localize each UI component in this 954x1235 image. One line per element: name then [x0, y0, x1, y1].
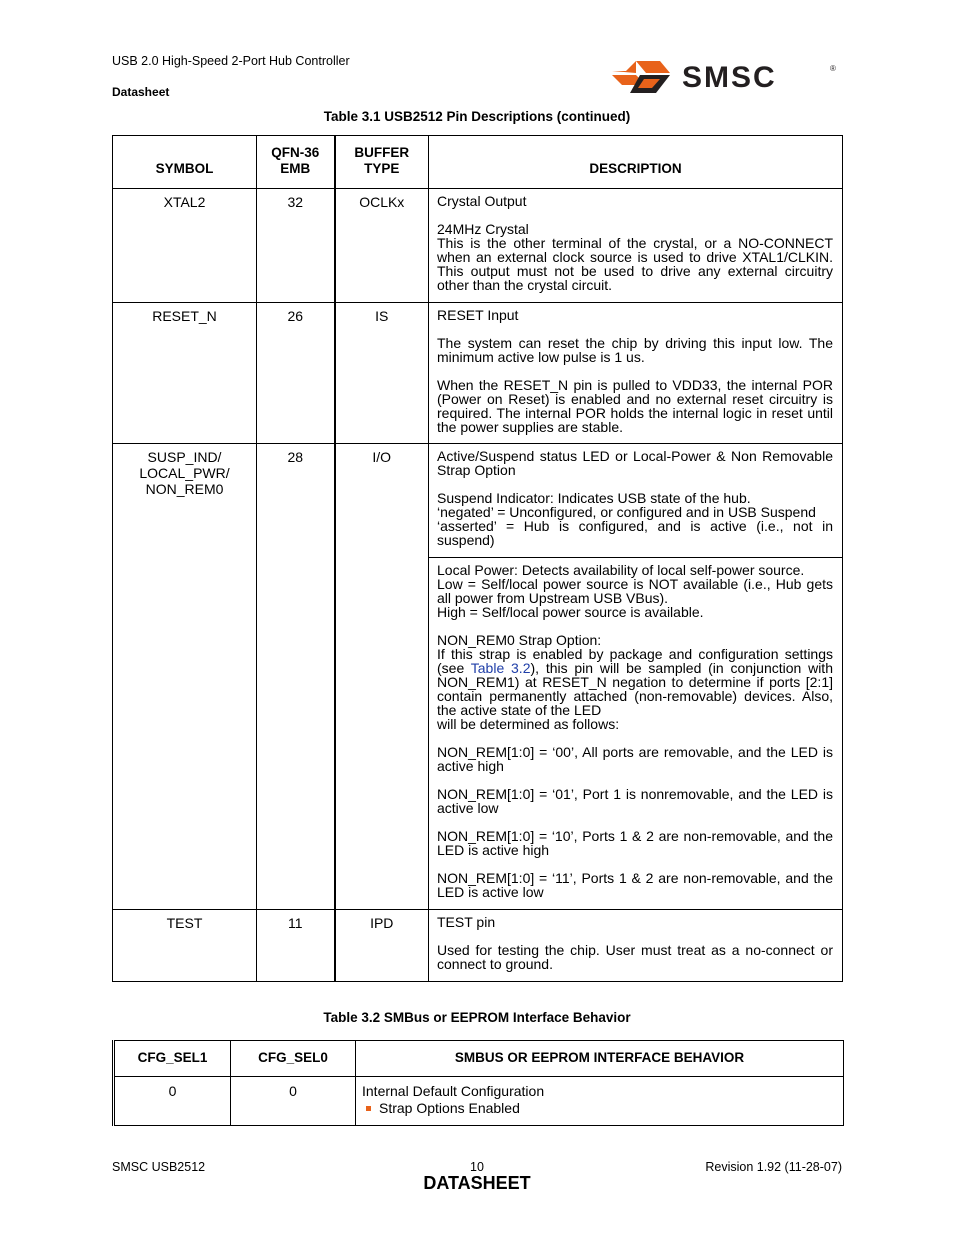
cell-symbol: TEST: [113, 910, 257, 982]
table-header-row: [113, 136, 843, 189]
footer-datasheet-label: DATASHEET: [423, 1173, 531, 1193]
col-header-behavior: SMBUS OR EEPROM INTERFACE BEHAVIOR: [356, 1041, 844, 1077]
footer-product: SMSC USB2512: [112, 1160, 206, 1174]
logo-mark-icon: [612, 61, 670, 93]
table-row: [113, 910, 843, 982]
document-title: USB 2.0 High-Speed 2-Port Hub Controller: [112, 54, 350, 68]
smsc-logo: [610, 55, 842, 99]
cell-symbol: XTAL2: [113, 189, 257, 303]
table-row: [113, 303, 843, 444]
cell-description: Local Power: Detects availability of local self-power source. Low = Self/local power source is NOT available (i.e., Hub gets all power from Upstream USB VBus). High = Self/local power source is available. NON_REM0 Strap Option: If this strap is enabled by package and configuration settings (see Table 3.2), this pin will be sampled (in conjunction with NON_REM1) at RESET_N negation to determine if ports [2:1] contain permanently attached (non-removable) devices. Also, the active state of the LED will be determined as follows: NON_REM[1:0] = ‘00’, All ports are removable, and the LED is active high NON_REM[1:0] = ‘01’, Port 1 is nonremovable, and the LED is active low NON_REM[1:0] = ‘10’, Ports 1 & 2 are non-removable, and the LED is active high NON_REM[1:0] = ‘11’, Ports 1 & 2 are non-removable, and the LED is active low: [429, 558, 843, 910]
document-type: Datasheet: [112, 85, 170, 99]
cell-cfg-sel0: 0: [231, 1077, 356, 1126]
cell-description: TEST pin Used for testing the chip. User must treat as a no-connect or connect to ground.: [429, 910, 843, 982]
table-row: [113, 189, 843, 303]
cell-behavior: Internal Default Configuration Strap Options Enabled: [356, 1077, 844, 1126]
bullet-icon: [366, 1106, 371, 1111]
col-header-buffer-type: BUFFER TYPE: [335, 136, 429, 189]
cell-buffer: I/O: [335, 444, 429, 910]
col-header-cfg-sel0: CFG_SEL0: [231, 1041, 356, 1077]
cell-qfn: 28: [257, 444, 335, 910]
page-number: 10: [470, 1160, 484, 1174]
cell-symbol: RESET_N: [113, 303, 257, 444]
pin-descriptions-table: [112, 135, 843, 982]
registered-mark: ®: [830, 64, 836, 73]
col-header-qfn: QFN-36 EMB: [257, 136, 335, 189]
cell-symbol: SUSP_IND/ LOCAL_PWR/ NON_REM0: [113, 444, 257, 910]
cell-qfn: 11: [257, 910, 335, 982]
table-3-2-link[interactable]: Table 3.2: [470, 660, 531, 676]
smbus-eeprom-table: [112, 1040, 844, 1126]
table-3-1-caption: Table 3.1 USB2512 Pin Descriptions (continued): [323, 109, 631, 124]
list-item: Strap Options Enabled: [362, 1100, 837, 1117]
table-row: [114, 1077, 844, 1126]
cell-buffer: OCLKx: [335, 189, 429, 303]
table-header-row: [114, 1041, 844, 1077]
cell-buffer: IPD: [335, 910, 429, 982]
cell-description: RESET Input The system can reset the chip by driving this input low. The minimum active low pulse is 1 us. When the RESET_N pin is pulled to VDD33, the internal POR (Power on Reset) is enabled and no external reset circuitry is required. The internal POR holds the internal logic in reset until the power supplies are stable.: [429, 303, 843, 444]
cell-description: Crystal Output 24MHz Crystal This is the other terminal of the crystal, or a NO-CONNECT when an external clock source is used to drive XTAL1/CLKIN. This output must not be used to drive any external circuitry other than the crystal circuit.: [429, 189, 843, 303]
col-header-description: DESCRIPTION: [429, 136, 843, 189]
cell-qfn: 26: [257, 303, 335, 444]
cell-qfn: 32: [257, 189, 335, 303]
cell-buffer: IS: [335, 303, 429, 444]
table-row: [113, 444, 843, 558]
col-header-symbol: SYMBOL: [113, 136, 257, 189]
footer-revision: Revision 1.92 (11-28-07): [705, 1160, 842, 1174]
col-header-cfg-sel1: CFG_SEL1: [114, 1041, 231, 1077]
cell-description: Active/Suspend status LED or Local-Power & Non Removable Strap Option Suspend Indicator: Indicates USB state of the hub. ‘negated’ = Unconfigured, or configured and in USB Suspend ‘asserted’ = Hub is configured, and is active (i.e., not in suspend): [429, 444, 843, 558]
cell-cfg-sel1: 0: [114, 1077, 231, 1126]
logo-wordmark: SMSC: [682, 61, 777, 94]
table-3-2-caption: Table 3.2 SMBus or EEPROM Interface Behavior: [323, 1010, 631, 1025]
